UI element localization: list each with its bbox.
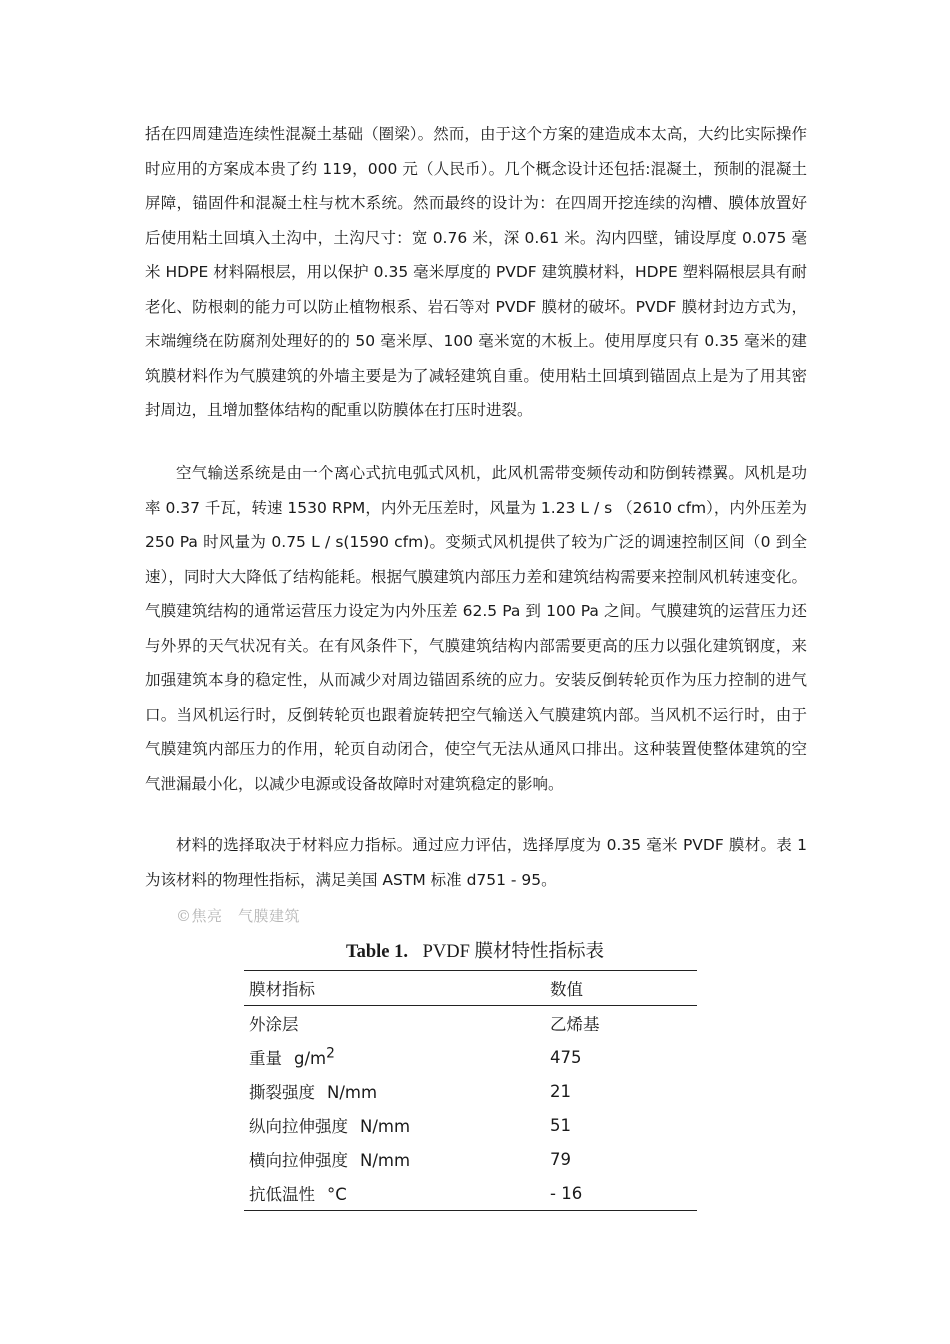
property-name: 外涂层 xyxy=(249,1015,299,1034)
property-name-cell xyxy=(244,1142,545,1176)
property-value-cell: 乙烯基 xyxy=(550,1015,600,1034)
property-name-cell xyxy=(244,1006,545,1041)
property-name: 纵向拉伸强度 xyxy=(249,1117,348,1136)
property-unit: N/mm xyxy=(327,1083,378,1102)
body-paragraph: 空气输送系统是由一个离心式抗电弧式风机，此风机需带变频传动和防倒转襟翼。风机是功率 0.37 千瓦，转速 1530 RPM，内外无压差时，风量为 1.23 L / s （2610 cfm），内外压差为 250 Pa 时风量为 0.75 L / s(1590 cfm)。变频式风机提供了较为广泛的调速控制区间（0 到全速），同时大大降低了结构能耗。根据气膜建筑内部压力差和建筑结构需要来控制风机转速变化。气膜建筑结构的通常运营压力设定为内外压差 62.5 Pa 到 100 Pa 之间。气膜建筑的运营压力还与外界的天气状况有关。在有风条件下，气膜建筑结构内部需要更高的压力以强化建筑钢度，来加强建筑本身的稳定性，从而减少对周边锚固系统的应力。安装反倒转轮页作为压力控制的进气口。当风机运行时，反倒转轮页也跟着旋转把空气输送入气膜建筑内部。当风机不运行时，由于气膜建筑内部压力的作用，轮页自动闭合，使空气无法从通风口排出。这种装置使整体建筑的空气泄漏最小化，以减少电源或设备故障时对建筑稳定的影响。 xyxy=(145,464,807,793)
property-unit: °C xyxy=(327,1185,347,1204)
property-value-cell: 475 xyxy=(550,1047,582,1067)
table-header-row xyxy=(244,971,697,1006)
property-name-cell xyxy=(244,1108,545,1142)
property-name: 抗低温性 xyxy=(249,1185,315,1204)
copyright-watermark: ©焦亮 气膜建筑 xyxy=(176,907,301,925)
table-caption-title: PVDF 膜材特性指标表 xyxy=(422,942,605,962)
unit-superscript: 2 xyxy=(326,1045,335,1062)
properties-table xyxy=(244,970,697,1211)
table-header-cell: 数值 xyxy=(550,980,583,999)
table-caption xyxy=(0,937,950,963)
body-paragraph: 括在四周建造连续性混凝土基础（圈梁）。然而，由于这个方案的建造成本太高，大约比实际操作时应用的方案成本贵了约 119，000 元（人民币）。几个概念设计还包括:混凝土，预制的混凝土屏障，锚固件和混凝土柱与枕木系统。然而最终的设计为：在四周开挖连续的沟槽、膜体放置好后使用粘土回填入土沟中，土沟尺寸：宽 0.76 米，深 0.61 米。沟内四壁，铺设厚度 0.075 毫米 HDPE 材料隔根层，用以保护 0.35 毫米厚度的 PVDF 建筑膜材料，HDPE 塑料隔根层具有耐老化、防根刺的能力可以防止植物根系、岩石等对 PVDF 膜材的破坏。PVDF 膜材封边方式为，末端缠绕在防腐剂处理好的的 50 毫米厚、100 毫米宽的木板上。使用厚度只有 0.35 毫米的建筑膜材料作为气膜建筑的外墙主要是为了减轻建筑自重。使用粘土回填到锚固点上是为了用其密封周边，且增加整体结构的配重以防膜体在打压时进裂。 xyxy=(145,125,807,419)
property-value-cell: 79 xyxy=(550,1149,571,1169)
property-value-cell: - 16 xyxy=(550,1183,583,1203)
table-row xyxy=(244,1176,697,1211)
table-row xyxy=(244,1108,697,1142)
property-name-cell xyxy=(244,1040,545,1074)
body-paragraph: 材料的选择取决于材料应力指标。通过应力评估，选择厚度为 0.35 毫米 PVDF 膜材。表 1 为该材料的物理性指标，满足美国 ASTM 标准 d751 - 95。 xyxy=(145,836,807,889)
property-name-cell xyxy=(244,1074,545,1108)
property-value-cell: 51 xyxy=(550,1115,571,1135)
property-unit: g/m xyxy=(294,1049,327,1068)
table-row xyxy=(244,1040,697,1074)
property-unit: N/mm xyxy=(360,1151,411,1170)
property-name: 横向拉伸强度 xyxy=(249,1151,348,1170)
property-name: 重量 xyxy=(249,1049,282,1068)
property-unit: N/mm xyxy=(360,1117,411,1136)
property-name: 撕裂强度 xyxy=(249,1083,315,1102)
table-caption-number: Table 1. xyxy=(345,942,408,962)
property-name-cell xyxy=(244,1176,545,1211)
table-row xyxy=(244,1074,697,1108)
property-value-cell: 21 xyxy=(550,1081,571,1101)
table-header-cell: 膜材指标 xyxy=(249,980,315,999)
table-row xyxy=(244,1006,697,1041)
table-row xyxy=(244,1142,697,1176)
